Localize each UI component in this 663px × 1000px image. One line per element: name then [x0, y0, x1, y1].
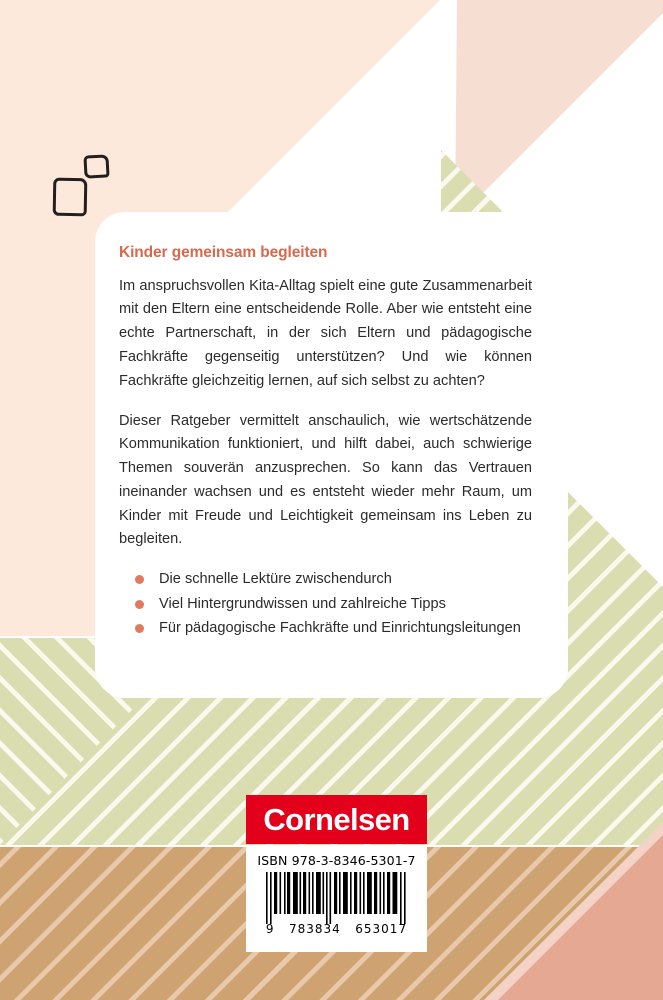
publisher-logo-text: Cornelsen: [263, 802, 410, 837]
barcode-digit-group-left: 9: [265, 922, 275, 936]
rounded-square-outline-icon-large: [53, 178, 88, 217]
list-item: [135, 593, 532, 616]
bullet-dot-icon: [135, 624, 144, 633]
barcode-digit-group-right: 653017: [355, 922, 408, 936]
bullet-dot-icon: [135, 600, 144, 609]
list-item-label: Die schnelle Lektüre zwischendurch: [159, 571, 392, 588]
list-item-label: Für pädagogische Fachkräfte und Einrichtungsleitungen: [159, 620, 521, 637]
list-item-label: Viel Hintergrundwissen und zahlreiche Tipps: [159, 595, 446, 612]
rounded-square-outline-icon-small: [83, 154, 109, 178]
blurb-card: [95, 212, 568, 698]
isbn-barcode-block: [246, 847, 427, 952]
list-item: [135, 617, 532, 640]
list-item: [135, 568, 532, 591]
blurb-paragraph-2: Dieser Ratgeber vermittelt anschaulich, wie wertschätzende Kommunikation funktioniert, und hilft dabei, auch schwierige Themen souverän anzusprechen. So kann das Vertrauen ineinander wachsen und es entsteht wieder mehr Raum, um Kinder mit Freude und Leichtigkeit gemeinsam ins Leben zu begleiten.: [119, 412, 532, 548]
isbn-text: ISBN 978-3-8346-5301-7: [257, 853, 416, 868]
blurb-paragraph-1: Im anspruchsvollen Kita-Alltag spielt eine gute Zusammenarbeit mit den Eltern eine entscheidende Rolle. Aber wie entsteht eine echte Partnerschaft, in der sich Eltern und pädagogische Fachkräfte gegenseitig unterstützen? Und wie können Fachkräfte gleichzeitig lernen, auf sich selbst zu achten?: [119, 277, 532, 389]
barcode-digits: [246, 922, 427, 936]
blurb-heading: Kinder gemeinsam begleiten: [119, 244, 328, 261]
barcode-image: [261, 872, 413, 924]
publisher-logo: [246, 795, 427, 844]
bullet-dot-icon: [135, 575, 144, 584]
barcode-digit-group-mid: 783834: [289, 922, 341, 936]
blurb-bullet-list: [119, 568, 532, 640]
